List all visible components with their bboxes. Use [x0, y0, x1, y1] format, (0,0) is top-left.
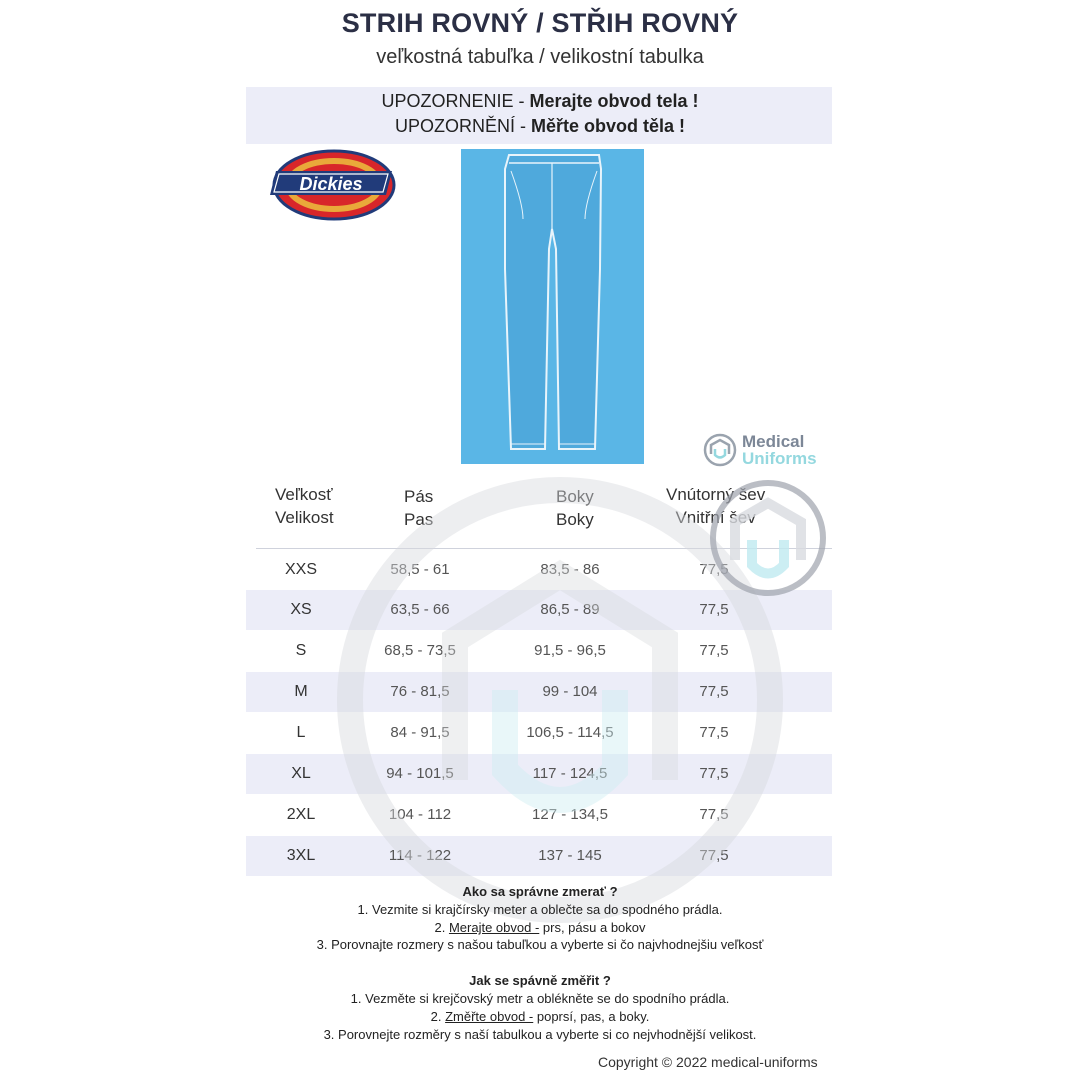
pants-illustration [461, 149, 644, 464]
header-hips-cz: Boky [556, 510, 594, 529]
cell-hips: 83,5 - 86 [540, 561, 600, 578]
header-inseam-cz: Vnitřní šev [675, 508, 756, 527]
cell-hips: 127 - 134,5 [532, 806, 608, 823]
page-subtitle: veľkostná tabuľka / velikostní tabulka [376, 46, 704, 68]
cell-waist: 68,5 - 73,5 [384, 642, 456, 659]
header-waist [404, 485, 433, 531]
instructions-cz-step1: 1. Vezměte si krejčovský metr a oblékněte se do spodního prádla. [350, 991, 730, 1006]
cell-size: L [296, 724, 306, 741]
cell-hips: 99 - 104 [542, 683, 598, 700]
header-waist-cz: Pas [404, 510, 434, 529]
header-size-cz: Velikost [275, 508, 334, 527]
cell-size: 3XL [286, 847, 316, 864]
pants-drawing [461, 149, 644, 464]
instructions-cz-step2-link: Změřte obvod - [445, 1009, 534, 1024]
instructions-sk-step1: 1. Vezmite si krajčírsky meter a oblečte sa do spodného prádla. [357, 902, 723, 917]
instructions-sk-step3: 3. Porovnajte rozmery s našou tabuľkou a vyberte si čo najvhodnejšiu veľkosť [316, 937, 764, 952]
table-row [246, 590, 832, 630]
cell-waist: 63,5 - 66 [390, 601, 450, 618]
instructions-sk-title: Ako sa správne zmerať ? [462, 884, 618, 899]
warning-sk-text: Merajte obvod tela ! [529, 91, 699, 111]
dickies-logo [270, 147, 398, 222]
instructions-cz-title: Jak se spávně změřit ? [469, 973, 611, 988]
mu-logo-text-1: Medical [742, 432, 805, 451]
page-title: STRIH ROVNÝ / STŘIH ROVNÝ [341, 8, 739, 38]
warning-sk [0, 91, 1080, 112]
cell-inseam: 77,5 [699, 765, 729, 782]
cell-hips: 91,5 - 96,5 [534, 642, 606, 659]
cell-size: S [295, 642, 307, 659]
medical-uniforms-logo [702, 432, 832, 472]
instructions-cz-step3: 3. Porovnejte rozměry s naší tabulkou a vyberte si co nejvhodnější velikost. [323, 1027, 757, 1042]
cell-waist: 76 - 81,5 [390, 683, 450, 700]
cell-hips: 106,5 - 114,5 [526, 724, 614, 741]
instructions-cz-step2-rest: poprsí, pas, a boky. [533, 1009, 650, 1024]
cell-hips: 137 - 145 [538, 847, 602, 864]
warning-cz-text: Měřte obvod těla ! [530, 116, 686, 136]
cell-inseam: 77,5 [699, 724, 729, 741]
cell-inseam: 77,5 [699, 806, 729, 823]
table-row [246, 795, 832, 835]
cell-waist: 94 - 101,5 [386, 765, 454, 782]
cell-waist: 114 - 122 [388, 847, 452, 864]
cell-hips: 117 - 124,5 [532, 765, 608, 782]
header-inseam [666, 483, 765, 529]
header-size-sk: Veľkosť [275, 485, 333, 504]
warning-cz-label: UPOZORNĚNÍ - [394, 116, 531, 136]
table-row [246, 754, 832, 794]
cell-inseam: 77,5 [699, 561, 729, 578]
instructions-cz-step2 [0, 1008, 1080, 1025]
copyright-text: Copyright © 2022 medical-uniforms [598, 1054, 818, 1070]
instructions-sk-step2-link: Merajte obvod - [448, 920, 540, 935]
header-hips [556, 485, 594, 531]
instructions-sk-step2-rest: prs, pásu a bokov [539, 920, 646, 935]
warning-cz [0, 116, 1080, 137]
mu-logo-text-2: Uniforms [742, 449, 817, 468]
mu-logo-icon [702, 432, 738, 468]
cell-inseam: 77,5 [699, 847, 729, 864]
cell-waist: 104 - 112 [388, 806, 452, 823]
header-inseam-sk: Vnútorný šev [666, 485, 766, 504]
cell-size: XL [291, 765, 311, 782]
cell-inseam: 77,5 [699, 642, 729, 659]
cell-inseam: 77,5 [699, 601, 729, 618]
cell-waist: 84 - 91,5 [390, 724, 450, 741]
instructions-sk-step2-prefix: 2. [434, 920, 449, 935]
warning-sk-label: UPOZORNENIE - [381, 91, 530, 111]
table-row [246, 550, 832, 590]
table-row [246, 836, 832, 876]
instructions-sk-step2 [0, 919, 1080, 936]
cell-hips: 86,5 - 89 [540, 601, 600, 618]
instructions-cz-step2-prefix: 2. [430, 1009, 446, 1024]
header-waist-sk: Pás [404, 487, 434, 506]
header-divider [256, 548, 832, 549]
svg-text:Dickies: Dickies [299, 174, 363, 194]
cell-size: M [294, 683, 308, 700]
table-row [246, 631, 832, 671]
table-row [246, 672, 832, 712]
cell-waist: 58,5 - 61 [390, 561, 450, 578]
cell-size: XS [290, 601, 312, 618]
header-size [275, 483, 334, 529]
cell-size: 2XL [286, 806, 316, 823]
cell-size: XXS [284, 561, 317, 578]
header-hips-sk: Boky [556, 487, 594, 506]
table-row [246, 713, 832, 753]
cell-inseam: 77,5 [699, 683, 729, 700]
